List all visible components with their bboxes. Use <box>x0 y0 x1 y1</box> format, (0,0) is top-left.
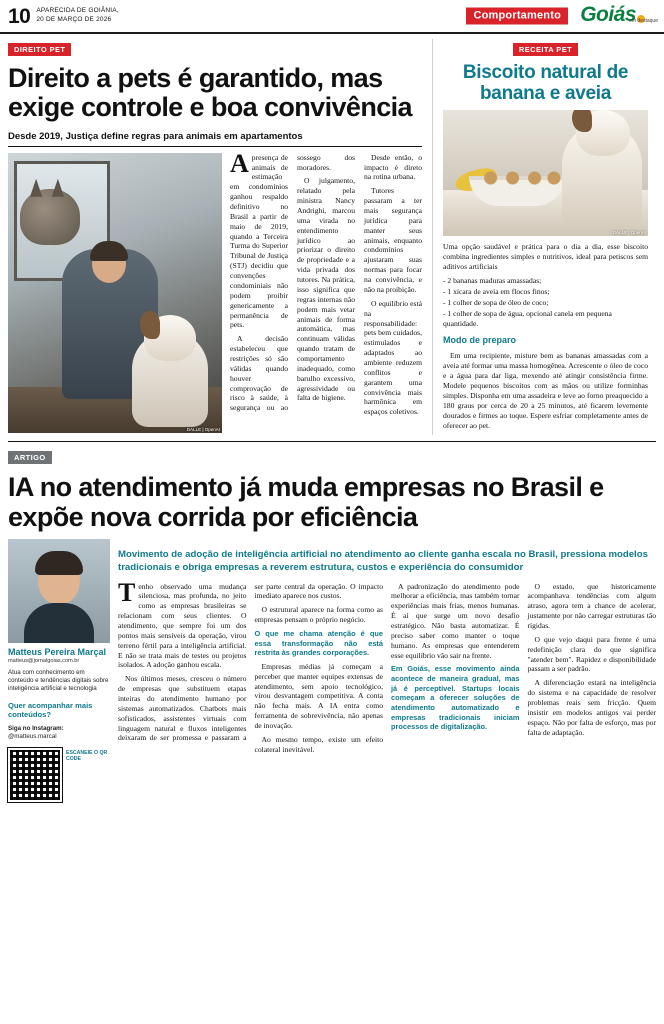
paragraph: Uma opção saudável e prática para o dia a dia, esse biscoito combina ingredientes simples e nutritivos, ideal para petiscos sem aditivos artificiais <box>443 242 648 272</box>
paragraph: Ao mesmo tempo, existe um efeito colateral inevitável. <box>254 734 383 754</box>
paragraph: O que vejo daqui para frente é uma redefinição clara do que significa "atender bem". Rapidez e disponibilidade passam a ser padrão. <box>527 634 656 674</box>
pet-headline: Direito a pets é garantido, mas exige controle e boa convivência <box>8 63 412 122</box>
author-email[interactable]: matteus@jornalgoias.com.br <box>8 657 80 664</box>
page-number: 10 <box>8 4 31 28</box>
recipe-photo-credit: DALLE | OpenAI <box>612 230 646 236</box>
masthead-place: APARECIDA DE GOIÂNIA, <box>36 7 119 15</box>
pet-photo <box>8 153 222 433</box>
paragraph: A decisão estabeleceu que restrições só são válidas quando houver comprovação de risco à saúde, à segurança ou ao sossego dos moradores. <box>230 152 355 413</box>
paragraph: Desde então, o impacto é direto na rotina urbana. <box>364 152 422 182</box>
artigo-body <box>118 577 656 755</box>
logo-wordmark: Goiás <box>580 3 637 26</box>
pet-article <box>8 39 432 435</box>
masthead-dateline <box>36 7 118 25</box>
recipe-intro-block <box>443 242 648 272</box>
pet-body <box>230 148 422 417</box>
paragraph: O equilíbrio está na responsabilidade: pets bem cuidados, estimulados e adaptados ao ambiente reduzem conflitos e garantem uma convivência mais harmônica em espaços coletivos. <box>364 298 422 417</box>
recipe-method-block <box>443 351 648 431</box>
ingredient-item: - 1 colher de sopa de óleo de coco; <box>443 298 549 308</box>
author-name: Matteus Pereira Marçal <box>8 646 107 657</box>
author-photo <box>8 539 110 643</box>
social-label: Siga no Instagram: <box>8 724 64 732</box>
recipe-method-title: Modo de preparo <box>443 335 517 346</box>
section-label: Comportamento <box>466 8 568 25</box>
artigo-headline: IA no atendimento já muda empresas no Brasil e expõe nova corrida por eficiência <box>8 472 604 532</box>
social-handle[interactable]: @matteus.marcal <box>8 733 57 741</box>
recipe-kicker: RECEITA PET <box>513 43 578 56</box>
logo-tagline: em destaque <box>629 18 658 24</box>
paragraph: O estado, que historicamente acompanhava tendências com algum atraso, agora tem a chance de acelerar, justamente por não carregar estruturas tão rígidas. <box>527 581 656 630</box>
artigo-grid <box>8 539 656 802</box>
dropcap: A <box>230 148 249 178</box>
author-bio: Atua com conhecimento em conteúdo e tendências digitais sobre inteligência artificial e tecnologia <box>8 668 109 693</box>
masthead-date: 20 DE MARÇO DE 2026 <box>36 16 112 23</box>
opinion-article <box>0 442 664 801</box>
paragraph: Tenho observado uma mudança silenciosa, mas profunda, no jeito como as empresas brasileiras se relacionam com seus clientes. O atendimento, que sempre foi um dos pontos mais sensíveis da operação, virou terreno fértil para a inteligência artificial. E não se trata mais de testes ou projetos isolados. A adoção ganhou escala. <box>118 577 247 670</box>
paragraph: Tutores passaram a ter mais segurança jurídica para manter seus animais, enquanto condomínios ajustaram suas normas para focar na convivência, e não na proibição. <box>364 186 422 294</box>
divider <box>8 146 422 147</box>
recipe-title: Biscoito natural de banana e aveia <box>462 62 629 104</box>
paragraph: O estrutural aparece na forma como as empresas pensam o próprio negócio. <box>254 605 383 625</box>
paragraph: O julgamento, relatado pela ministra Nancy Andrighi, marcou uma virada no entendimento jurídico ao priorizar o direito de propriedade e a vida privada dos tutores. Na prática, isso significa que regras internas não podem mais vetar animais de forma automática, mas continuam válidas quando tratam de comportamento inadequado, como barulho excessivo, agressividade ou falta de higiene. <box>297 176 355 403</box>
qr-label: ESCANEIE O QR CODE <box>66 749 108 762</box>
paragraph: A padronização do atendimento pode melhorar a eficiência, mas também tornar experiências mais frias, menos humanas. É aí que surge um novo desafio estratégico. Não basta automatizar. É preciso saber como manter o toque humano. As empresas que entenderem esse equilíbrio vão sair na frente. <box>391 581 520 660</box>
paragraph: Em uma recipiente, misture bem as bananas amassadas com a aveia até formar uma massa homogênea. Acrescente o óleo de coco e a água para dar liga, mexendo até atingir consistência firme. Modele pequenos biscoitos com as mãos ou utilize forminhas simples. Disponha em uma assadeira e leve ao forno preaquecido a 180 graus por cerca de 20 a 25 minutos, até ficarem levemente dourados e firmes ao toque. Espere esfriar completamente antes de oferecer ao pet. <box>443 351 648 431</box>
paragraph: Empresas médias já começam a perceber que manter equipes extensas de atendimento, sem apoio tecnológico, virou desvantagem competitiva. A conta não fecha mais. A IA entra como ferramenta de sobrevivência, não apenas de inovação. <box>254 661 383 730</box>
top-section <box>0 34 664 435</box>
recipe-ingredients <box>443 276 648 329</box>
artigo-text-area <box>118 539 656 802</box>
recipe-photo <box>443 110 648 236</box>
ingredient-item: - 2 bananas maduras amassadas; <box>443 276 542 286</box>
artigo-deck: Movimento de adoção de inteligência artificial no atendimento ao cliente ganha escala no Brasil, pressiona modelos tradicionais e obriga empresas a reverem estrutura, custos e experiência do consumidor <box>118 548 648 573</box>
ingredient-item: - 1 colher de sopa de água, opcional canela em pequena quantidade. <box>443 309 612 329</box>
paragraph: Apresença de animais de estimação em condomínios ganhou respaldo definitivo no Brasil a partir de maio de 2019, quando a Terceira Turma do Superior Tribunal de Justiça (STJ) decidiu que convenções condominiais não podem proibir genericamente a permanência de pets. <box>230 148 288 330</box>
pull-quote: Em Goiás, esse movimento ainda acontece de maneira gradual, mas já é perceptível. Startups locais começam a oferecer soluções de atendimento automatizado e empresas tradicionais iniciam processos de digitalização. <box>391 664 520 732</box>
newspaper-logo <box>580 4 658 25</box>
pet-subhead: Desde 2019, Justiça define regras para animais em apartamentos <box>8 130 303 142</box>
author-box <box>8 539 118 802</box>
ingredient-item: - 1 xícara de aveia em flocos finos; <box>443 287 550 297</box>
qr-block[interactable] <box>8 748 110 802</box>
author-social <box>8 725 110 742</box>
paragraph: A diferenciação estará na inteligência do sistema e na capacidade de resolver problemas reais sem fricção. Quem insistir em modelos antigos vai perder espaço. Não por falta de esforço, mas por falta de adaptação. <box>527 678 656 737</box>
dropcap: T <box>118 577 136 607</box>
author-cta: Quer acompanhar mais conteúdos? <box>8 700 93 719</box>
artigo-kicker: ARTIGO <box>8 451 52 464</box>
pet-photo-credit: DALLE | OpenAI <box>186 426 220 432</box>
recipe-article <box>432 39 648 435</box>
pull-quote: O que me chama atenção é que essa transformação não está restrita às grandes corporações. <box>254 628 383 658</box>
masthead <box>0 0 664 34</box>
pet-kicker: DIREITO PET <box>8 43 71 56</box>
qr-code-icon[interactable] <box>8 748 62 802</box>
paragraph: Nos últimos meses, cresceu o número de empresas que substituem etapas inteiras do atendimento humano por sistemas automatizados. Chatbots mais sofisticados, assistentes virtuais com linguagem natural e fluxos inteligentes deixaram de ser promessa e passaram a ser parte central da operação. O impacto imediato aparece nos custos. <box>118 581 383 743</box>
